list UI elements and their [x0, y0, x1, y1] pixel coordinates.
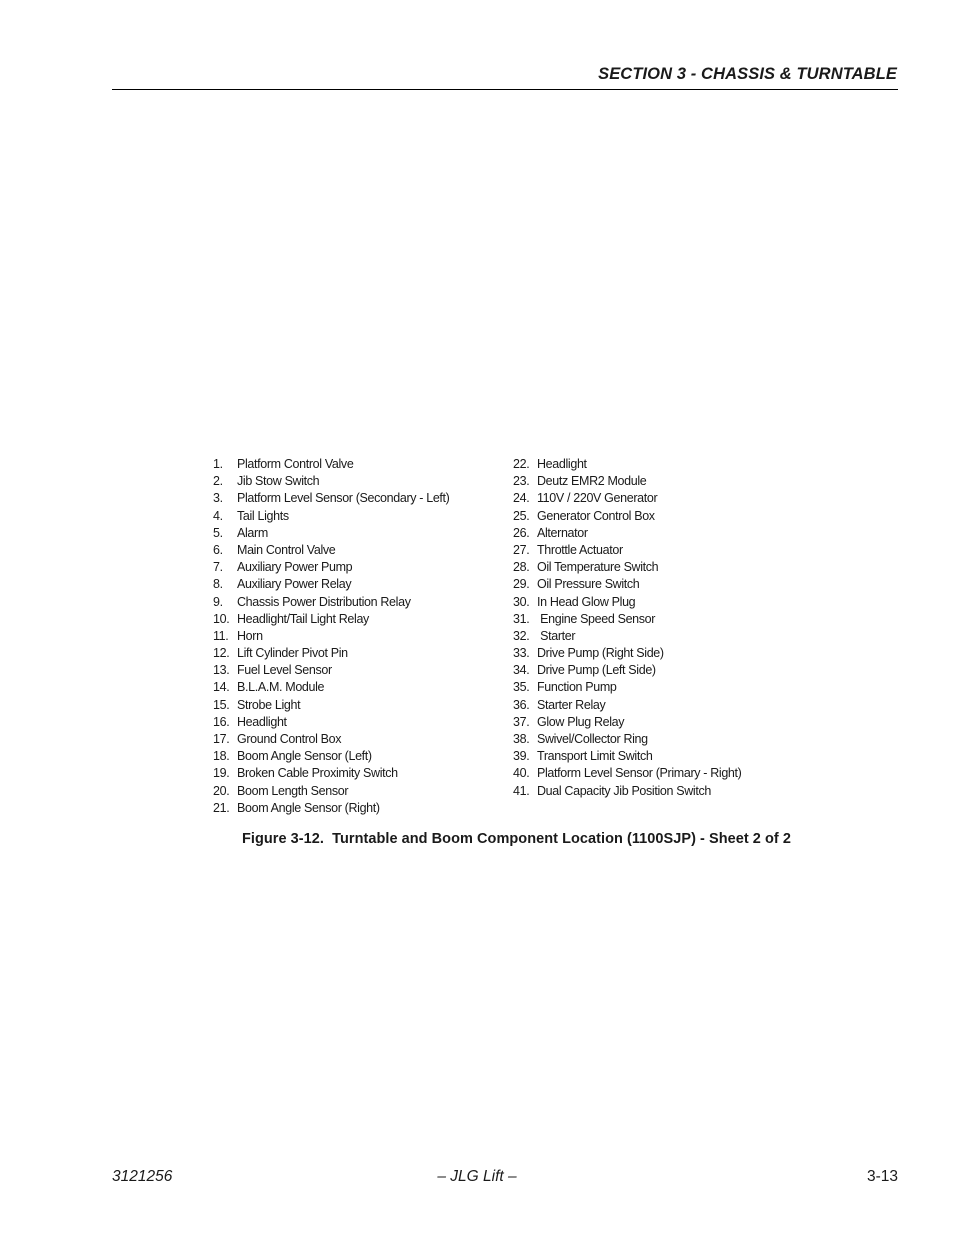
legend-item-number: 29. [513, 577, 530, 592]
legend-item-label: Swivel/Collector Ring [537, 732, 648, 746]
legend-item-label: Jib Stow Switch [237, 474, 320, 489]
legend-item-label: Lift Cylinder Pivot Pin [237, 646, 348, 661]
legend-item [513, 697, 741, 714]
legend-item-label: Tail Lights [237, 508, 289, 523]
legend-item [213, 697, 450, 714]
legend-item-number: 12. [213, 646, 230, 661]
legend-item-label: Boom Angle Sensor (Right) [237, 800, 380, 815]
legend-item-number: 32. [513, 628, 530, 643]
legend-item-number: 1. [213, 457, 223, 471]
legend-item-label: Drive Pump (Left Side) [537, 663, 656, 678]
legend-item [513, 525, 741, 542]
legend-item-label: Oil Pressure Switch [537, 577, 640, 592]
legend-item-number: 23. [513, 474, 530, 489]
legend-item [213, 645, 450, 662]
legend-item [213, 800, 450, 817]
legend-item-number: 27. [513, 542, 530, 557]
legend-item-number: 18. [213, 749, 230, 764]
legend-item-number: 9. [213, 594, 223, 609]
legend-item-label: Ground Control Box [237, 732, 342, 746]
legend-item-label: Starter [537, 628, 576, 643]
legend-item-number: 20. [213, 783, 230, 798]
legend-item [213, 662, 450, 679]
legend-item-number: 30. [513, 594, 530, 609]
legend-item [213, 542, 450, 559]
legend-item-number: 10. [213, 611, 230, 626]
legend-item-number: 37. [513, 714, 530, 729]
legend-item-number: 40. [513, 766, 530, 781]
legend-item-label: Platform Level Sensor (Primary - Right) [537, 766, 742, 781]
legend-item-number: 22. [513, 457, 530, 471]
legend-item [513, 490, 741, 507]
legend-item [213, 525, 450, 542]
legend-item-label: Auxiliary Power Pump [237, 560, 353, 575]
legend-item [513, 611, 741, 628]
legend-item [513, 508, 741, 525]
legend-item-label: Transport Limit Switch [537, 749, 653, 764]
legend-item [513, 628, 741, 645]
legend-item [513, 714, 741, 731]
legend-item-label: Auxiliary Power Relay [237, 577, 352, 592]
legend-item [213, 473, 450, 490]
legend-item-number: 11. [213, 628, 229, 643]
legend-item [513, 576, 741, 593]
legend-item-number: 17. [213, 732, 230, 746]
legend-item-label: Horn [237, 628, 263, 643]
legend-item [213, 508, 450, 525]
legend-item [513, 456, 741, 473]
legend-item-label: Engine Speed Sensor [537, 611, 656, 626]
legend-item [213, 783, 450, 800]
legend-item-label: Alarm [237, 525, 268, 540]
legend-item-number: 28. [513, 560, 530, 575]
legend-item [213, 731, 450, 748]
legend-item-number: 7. [213, 560, 223, 575]
legend-item-number: 4. [213, 508, 223, 523]
legend-item [513, 662, 741, 679]
legend-item-number: 34. [513, 663, 530, 678]
legend-item [513, 559, 741, 576]
legend-item [213, 490, 450, 507]
legend-item-label: Alternator [537, 525, 588, 540]
footer-page-number: 3-13 [866, 1168, 898, 1185]
legend-item-label: Glow Plug Relay [537, 714, 625, 729]
legend-item-number: 41. [513, 783, 530, 798]
legend-item [513, 542, 741, 559]
legend-item-label: Headlight [537, 457, 587, 471]
legend-item-label: Headlight [237, 714, 287, 729]
legend-item-number: 5. [213, 525, 223, 540]
legend-left-column [213, 456, 450, 817]
legend-item [213, 576, 450, 593]
legend-item-label: Boom Angle Sensor (Left) [237, 749, 372, 764]
legend-item [513, 473, 741, 490]
legend-item-number: 14. [213, 680, 230, 695]
legend-item-label: Dual Capacity Jib Position Switch [537, 783, 711, 798]
legend-item-number: 39. [513, 749, 530, 764]
header-rule [112, 89, 898, 90]
legend-item [213, 748, 450, 765]
legend-item-number: 16. [213, 714, 230, 729]
legend-item [213, 714, 450, 731]
legend-item-label: Drive Pump (Right Side) [537, 646, 664, 661]
legend-item [513, 645, 741, 662]
legend-item-number: 21. [213, 800, 230, 815]
legend-item-label: Chassis Power Distribution Relay [237, 594, 411, 609]
legend-right-column [513, 456, 741, 800]
legend-item-label: In Head Glow Plug [537, 594, 636, 609]
legend-item-label: Fuel Level Sensor [237, 663, 332, 678]
legend-item [513, 783, 741, 800]
section-title: SECTION 3 - CHASSIS & TURNTABLE [598, 65, 897, 83]
legend-item-number: 33. [513, 646, 530, 661]
legend-item [213, 559, 450, 576]
legend-item-number: 24. [513, 491, 530, 506]
legend-item-number: 15. [213, 697, 230, 712]
legend-item-label: Platform Control Valve [237, 457, 354, 471]
legend-item [213, 611, 450, 628]
legend-item-label: Main Control Valve [237, 542, 336, 557]
legend-item-label: 110V / 220V Generator [537, 491, 658, 506]
legend-item [213, 628, 450, 645]
legend-item-number: 6. [213, 542, 223, 557]
legend-item-number: 8. [213, 577, 223, 592]
legend-item-label: Oil Temperature Switch [537, 560, 659, 575]
footer-center-text: – JLG Lift – [437, 1168, 517, 1185]
legend-item-label: Starter Relay [537, 697, 606, 712]
legend-item-label: Platform Level Sensor (Secondary - Left) [237, 491, 450, 506]
legend-item-label: Broken Cable Proximity Switch [237, 766, 398, 781]
figure-caption: Figure 3-12. Turntable and Boom Component Location (1100SJP) - Sheet 2 of 2 [242, 831, 791, 847]
legend-item [213, 456, 450, 473]
legend-item-label: Boom Length Sensor [237, 783, 349, 798]
legend-item-number: 13. [213, 663, 230, 678]
legend-item-number: 31. [513, 611, 530, 626]
legend-item [513, 765, 741, 782]
legend-item-label: Strobe Light [237, 697, 301, 712]
legend-item-label: B.L.A.M. Module [237, 680, 325, 695]
legend-item-label: Throttle Actuator [537, 542, 623, 557]
legend-item [213, 594, 450, 611]
legend-item-label: Headlight/Tail Light Relay [237, 611, 369, 626]
legend-item [513, 731, 741, 748]
legend-item-number: 3. [213, 491, 223, 506]
legend-item-label: Function Pump [537, 680, 617, 695]
legend-item-number: 25. [513, 508, 530, 523]
footer-doc-number: 3121256 [112, 1168, 173, 1185]
legend-item [513, 679, 741, 696]
legend-item-number: 26. [513, 525, 530, 540]
legend-item-number: 38. [513, 732, 530, 746]
legend-item-number: 35. [513, 680, 530, 695]
legend-item-number: 36. [513, 697, 530, 712]
legend-item [513, 594, 741, 611]
legend-item [213, 765, 450, 782]
legend-item-label: Deutz EMR2 Module [537, 474, 647, 489]
legend-item-number: 2. [213, 474, 223, 489]
legend-item [213, 679, 450, 696]
legend-item [513, 748, 741, 765]
legend-item-label: Generator Control Box [537, 508, 655, 523]
legend-item-number: 19. [213, 766, 230, 781]
